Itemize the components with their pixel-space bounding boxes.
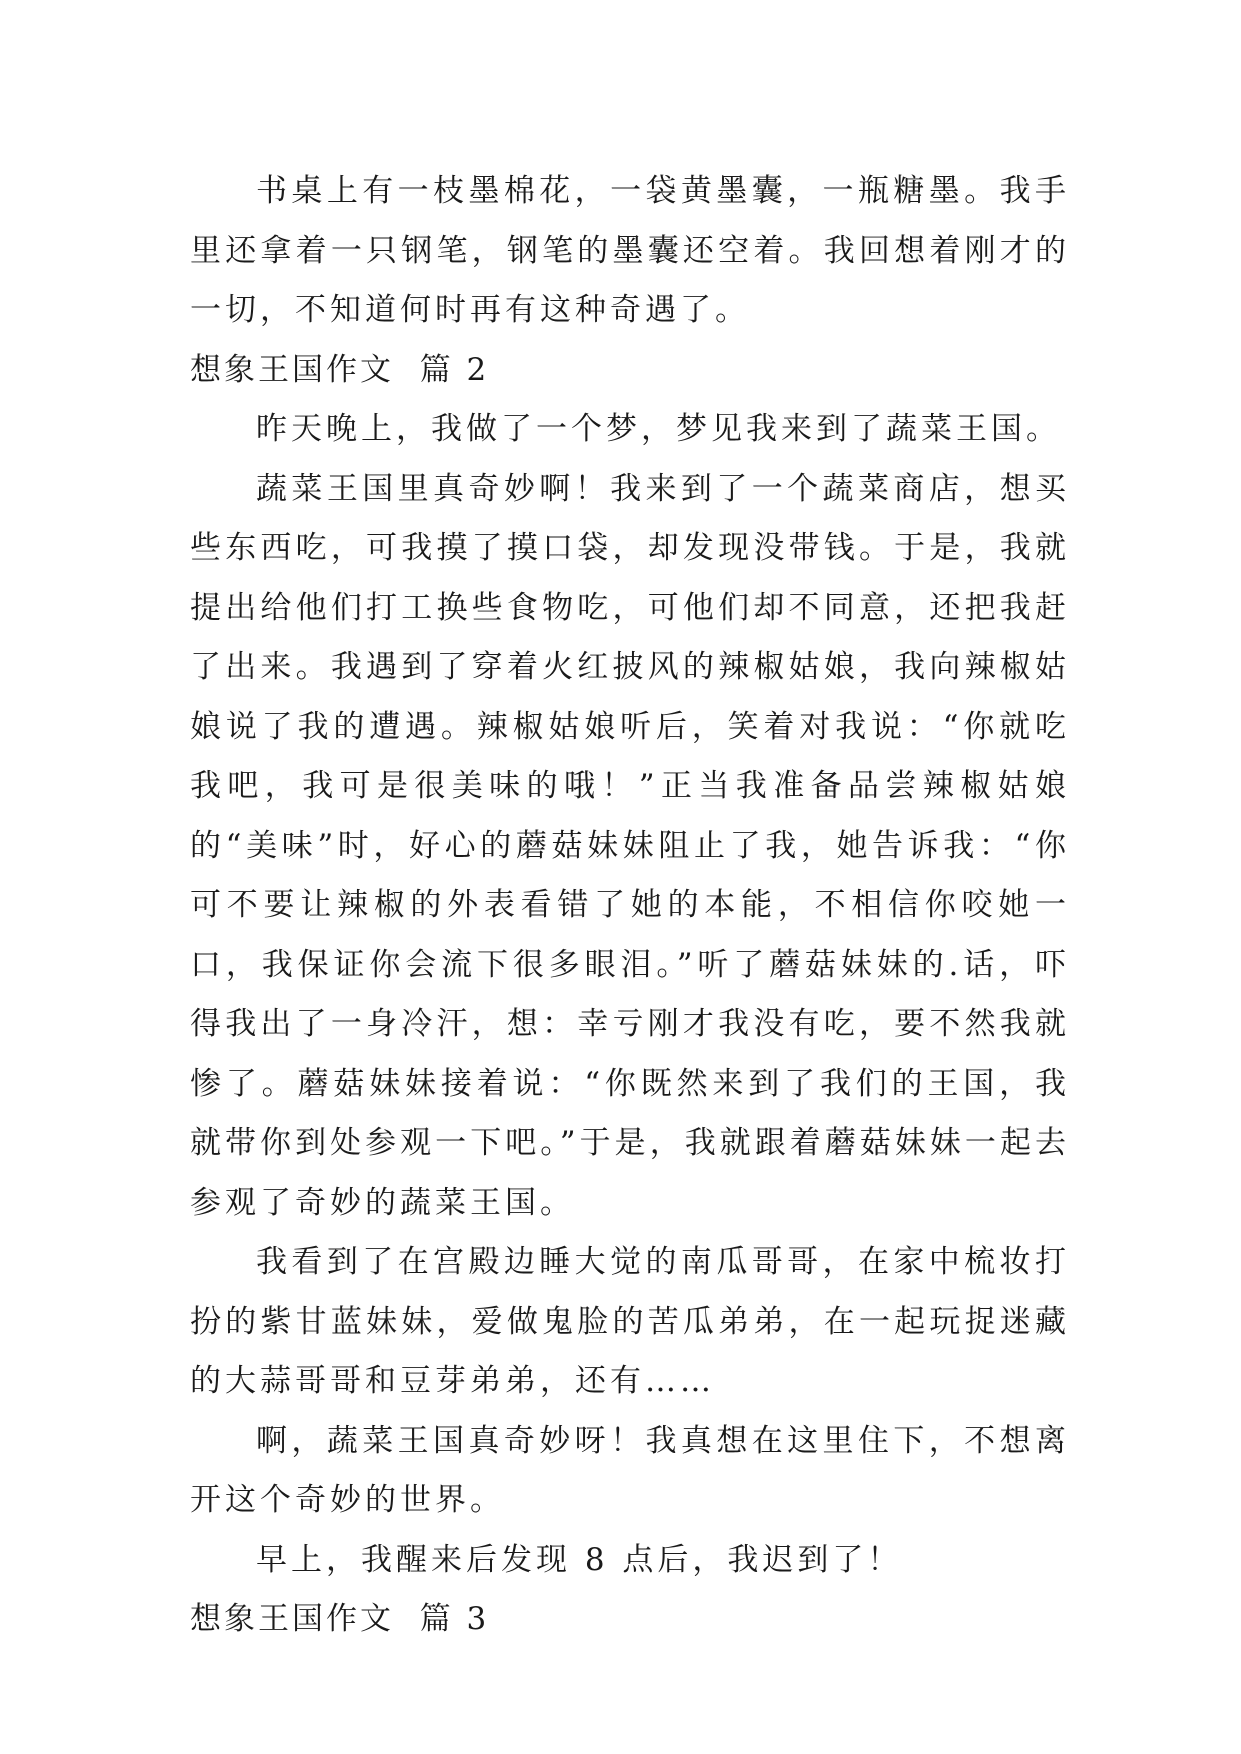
paragraph-dream: 昨天晚上，我做了一个梦，梦见我来到了蔬菜王国。 bbox=[256, 411, 1061, 447]
essay-heading-2: 想象王国作文 篇 2 bbox=[190, 351, 490, 388]
document-body bbox=[190, 162, 1070, 1650]
paragraph-wonder: 啊，蔬菜王国真奇妙呀！我真想在这里住下，不想离开这个奇妙的世界。 bbox=[190, 1422, 1070, 1518]
paragraph-characters: 我看到了在宫殿边睡大觉的南瓜哥哥，在家中梳妆打扮的紫甘蓝妹妹，爱做鬼脸的苦瓜弟弟，在一起玩捉迷藏的大蒜哥哥和豆芽弟弟，还有…… bbox=[190, 1244, 1070, 1399]
paragraph-morning: 早上，我醒来后发现 8 点后，我迟到了！ bbox=[256, 1541, 903, 1578]
essay-heading-3: 想象王国作文 篇 3 bbox=[190, 1601, 490, 1637]
paragraph-vegetable-kingdom: 蔬菜王国里真奇妙啊！我来到了一个蔬菜商店，想买些东西吃，可我摸了摸口袋，却发现没带钱。于是，我就提出给他们打工换些食物吃，可他们却不同意，还把我赶了出来。我遇到了穿着火红披风的辣椒姑娘，我向辣椒姑娘说了我的遭遇。辣椒姑娘听后，笑着对我说：“你就吃我吧，我可是很美味的哦！”正当我准备品尝辣椒姑娘的“美味”时，好心的蘑菇妹妹阻止了我，她告诉我：“你可不要让辣椒的外表看错了她的本能，不相信你咬她一口，我保证你会流下很多眼泪。”听了蘑菇妹妹的.话，吓得我出了一身冷汗，想：幸亏刚才我没有吃，要不然我就惨了。蘑菇妹妹接着说：“你既然来到了我们的王国，我就带你到处参观一下吧。”于是，我就跟着蘑菇妹妹一起去参观了奇妙的蔬菜王国。 bbox=[190, 470, 1070, 1221]
paragraph-desk-items: 书桌上有一枝墨棉花，一袋黄墨囊，一瓶糖墨。我手里还拿着一只钢笔，钢笔的墨囊还空着。我回想着刚才的一切，不知道何时再有这种奇遇了。 bbox=[190, 173, 1070, 328]
